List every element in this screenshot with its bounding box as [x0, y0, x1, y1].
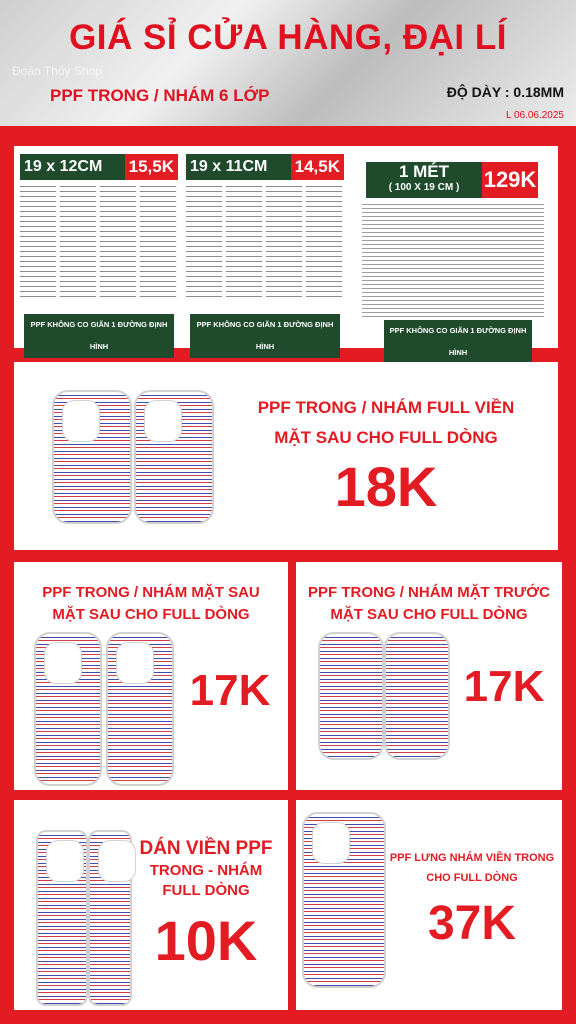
phone-back-image — [106, 632, 174, 786]
mat-truoc-line1: PPF TRONG / NHÁM MẶT TRƯỚC — [308, 584, 550, 601]
thickness-label: ĐỘ DÀY : 0.18MM — [446, 84, 564, 100]
header-banner — [0, 0, 576, 126]
poster-title: GIÁ SỈ CỬA HÀNG, ĐẠI LÍ — [69, 18, 507, 57]
sheet-size-label: 19 x 11CM — [186, 154, 291, 180]
sticker-sheet-image — [186, 184, 344, 300]
meter-label: 1 MÉT — [398, 162, 450, 181]
meter-size-box — [366, 162, 482, 198]
lung-nham-line2: CHO FULL DÒNG — [426, 872, 518, 884]
sticker-sheet-image — [20, 184, 178, 300]
dan-vien-panel — [14, 800, 288, 1010]
sheet-prices-panel — [14, 146, 558, 357]
phone-front-image — [384, 632, 450, 760]
mat-sau-line1: PPF TRONG / NHÁM MẶT SAU — [42, 584, 260, 601]
full-vien-line1: PPF TRONG / NHÁM FULL VIỀN — [257, 398, 515, 417]
sheet-note: PPF KHÔNG CO GIÃN 1 ĐƯỜNG ĐỊNH HÌNH — [190, 314, 340, 358]
full-vien-panel — [14, 362, 558, 550]
dan-vien-line1: DÁN VIỀN PPF — [139, 838, 273, 859]
dan-vien-line2: TRONG - NHÁM — [149, 862, 263, 879]
edge-strip-image — [36, 830, 88, 1006]
sheet-note: PPF KHÔNG CO GIÃN 1 ĐƯỜNG ĐỊNH HÌNH — [24, 314, 174, 358]
mat-sau-price: 17K — [189, 666, 271, 715]
mat-sau-panel — [14, 562, 288, 790]
sheet-price: 15,5K — [125, 154, 178, 180]
mat-sau-line2: MẶT SAU CHO FULL DÒNG — [52, 606, 250, 623]
full-vien-line2: MẶT SAU CHO FULL DÒNG — [274, 428, 498, 447]
phone-back-image — [134, 390, 214, 524]
lung-nham-panel — [296, 800, 562, 1010]
meter-roll-header — [366, 162, 538, 198]
meter-note: PPF KHÔNG CO GIÃN 1 ĐƯỜNG ĐỊNH HÌNH — [384, 320, 532, 364]
mat-truoc-panel — [296, 562, 562, 790]
sheet-price: 14,5K — [291, 154, 344, 180]
sheet-19x11 — [186, 154, 344, 296]
mat-truoc-price: 17K — [463, 662, 545, 711]
sheet-size-label: 19 x 12CM — [20, 154, 125, 180]
meter-dims: ( 100 X 19 CM ) — [388, 182, 460, 193]
date-label: L 06.06.2025 — [505, 110, 564, 121]
lung-nham-line1: PPF LƯNG NHÁM VIỀN TRONG — [389, 852, 555, 864]
lung-nham-price: 37K — [427, 897, 517, 950]
dan-vien-price: 10K — [154, 909, 258, 972]
product-subtitle: PPF TRONG / NHÁM 6 LỚP — [50, 86, 270, 105]
phone-back-image — [52, 390, 132, 524]
sheet-19x12 — [20, 154, 178, 296]
phone-back-image — [34, 632, 102, 786]
phone-back-image — [302, 812, 386, 988]
phone-front-image — [318, 632, 384, 760]
dan-vien-line3: FULL DÒNG — [162, 882, 250, 899]
mat-truoc-line2: MẶT SAU CHO FULL DÒNG — [330, 606, 528, 623]
meter-price: 129K — [482, 162, 538, 198]
full-vien-price: 18K — [334, 455, 438, 518]
meter-roll-image — [362, 202, 544, 318]
shop-watermark: Đoàn Thủy Shop — [12, 64, 102, 78]
